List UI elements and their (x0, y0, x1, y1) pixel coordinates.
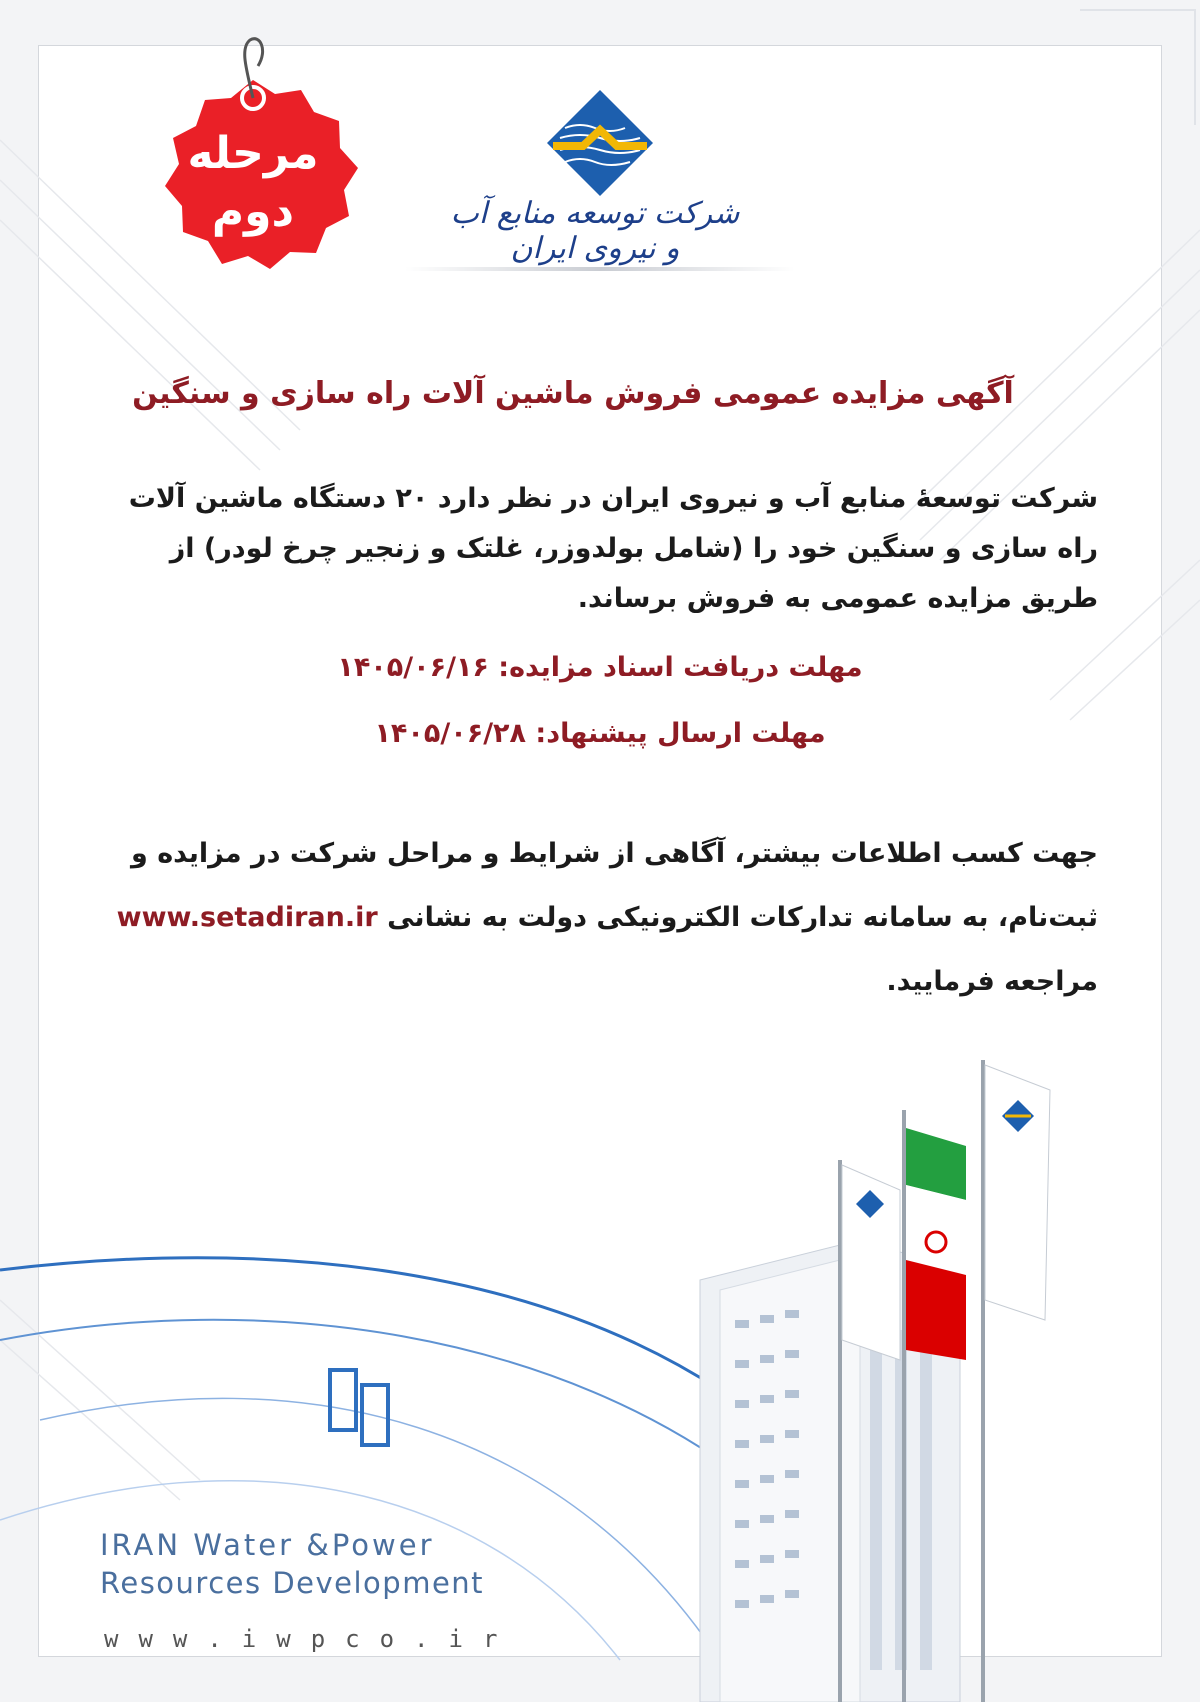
footer-english-line1: IRAN Water &Power (100, 1528, 435, 1562)
footer-english-line2: Resources Development (100, 1566, 485, 1600)
company-name-logotype: شرکت توسعه منابع آب و نیروی ایران (450, 196, 740, 266)
notice-title: آگهی مزایده عمومی فروش ماشین آلات راه سازی و سنگین (132, 376, 1014, 411)
info-closing: مراجعه فرمایید. (886, 966, 1098, 997)
iran-flag-icon (906, 1128, 966, 1360)
info-paragraph (98, 822, 1098, 1014)
headquarters-illustration (0, 1060, 1200, 1702)
stage-badge (128, 28, 378, 298)
footer-website[interactable]: www.iwpco.ir (104, 1625, 518, 1653)
setadiran-link[interactable]: www.setadiran.ir (116, 902, 378, 933)
company-flag-right-icon (985, 1065, 1050, 1320)
proposals-deadline: مهلت ارسال پیشنهاد: ۱۴۰۵/۰۶/۲۸ (374, 718, 826, 749)
documents-deadline: مهلت دریافت اسناد مزایده: ۱۴۰۵/۰۶/۱۶ (337, 652, 863, 683)
company-logo-icon (545, 88, 655, 198)
badge-line2: دوم (211, 186, 295, 237)
company-flag-left-icon (842, 1165, 900, 1360)
announcement-paragraph: شرکت توسعهٔ منابع آب و نیروی ایران در نظر دارد ۲۰ دستگاه ماشین آلات راه سازی و سنگین خود را (شامل بولدوزر، غلتک و زنجیر چرخ لودر) از طریق مزایده عمومی به فروش برساند. (128, 483, 1098, 614)
info-text: جهت کسب اطلاعات بیشتر، آگاهی از شرایط و مراحل شرکت در مزایده و ثبت‌نام، به سامانه تدارکات الکترونیکی دولت به نشانی (131, 838, 1098, 933)
logo-divider (405, 266, 795, 272)
badge-line1: مرحله (187, 128, 319, 179)
